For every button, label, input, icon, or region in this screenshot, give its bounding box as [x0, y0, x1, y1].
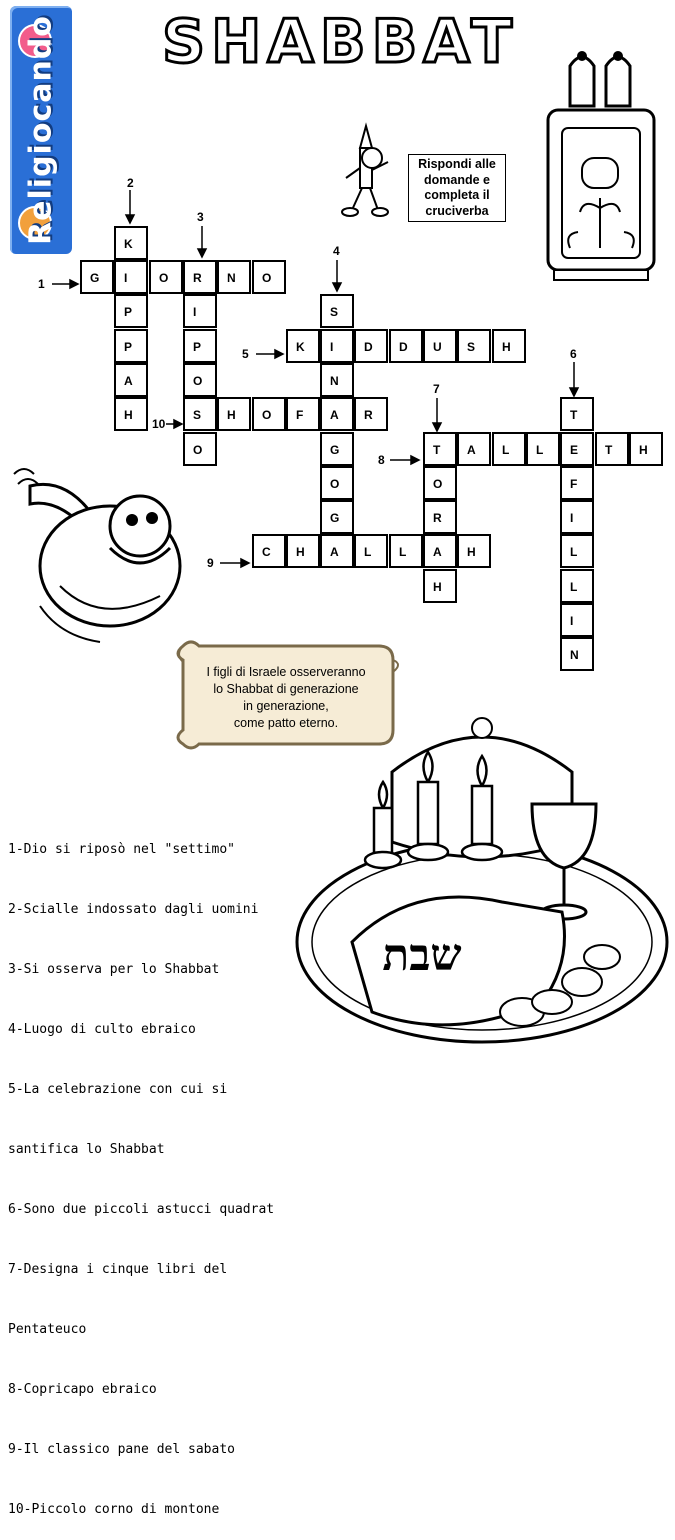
crossword-letter: H [124, 408, 133, 422]
crossword-letter: P [193, 340, 202, 354]
crossword-letter: N [570, 648, 579, 662]
crossword-letter: A [330, 545, 339, 559]
crossword-letter: H [467, 545, 476, 559]
crossword-letter: S [467, 340, 476, 354]
crossword-letter: H [433, 580, 442, 594]
crossword-cell[interactable] [252, 534, 286, 568]
crossword-letter: G [330, 511, 340, 525]
crossword-letter: R [433, 511, 442, 525]
crossword-letter: R [193, 271, 202, 285]
crossword-letter: I [570, 614, 574, 628]
crossword-letter: I [570, 511, 574, 525]
crossword-letter: L [502, 443, 510, 457]
crossword-letter: I [124, 271, 128, 285]
crossword-letter: L [570, 580, 578, 594]
crossword-cell[interactable] [114, 294, 148, 328]
page-title: SHABBAT [161, 7, 519, 77]
crossword-letter: D [364, 340, 373, 354]
crossword-cell[interactable] [320, 534, 354, 568]
crossword-letter: U [433, 340, 442, 354]
clue-item: 6-Sono due piccoli astucci quadrat [8, 1202, 275, 1217]
quote-line: come patto eterno. [233, 716, 339, 730]
crossword-cell[interactable] [560, 603, 594, 637]
crossword-letter: I [330, 340, 334, 354]
crossword-cell[interactable] [457, 329, 491, 363]
crossword-cell[interactable] [183, 397, 217, 431]
crossword-letter: A [433, 545, 442, 559]
crossword-cell[interactable] [560, 500, 594, 534]
crossword-letter: S [330, 305, 339, 319]
crossword-cell[interactable] [354, 397, 388, 431]
hebrew-shabbat-label: שבת [382, 930, 462, 981]
crossword-letter: F [570, 477, 578, 491]
crossword-cell[interactable] [423, 534, 457, 568]
crossword-letter: T [605, 443, 613, 457]
crossword-cell[interactable] [286, 329, 320, 363]
crossword-cell[interactable] [320, 466, 354, 500]
clue-item: 9-Il classico pane del sabato [8, 1442, 235, 1457]
crossword-letter: L [364, 545, 372, 559]
crossword-cell[interactable] [217, 397, 251, 431]
crossword-letter: L [399, 545, 407, 559]
crossword-cell[interactable] [183, 329, 217, 363]
crossword-letter: C [262, 545, 271, 559]
crossword-cell[interactable] [560, 569, 594, 603]
crossword-cell[interactable] [389, 534, 423, 568]
instructions-box: Rispondi alle domande e completa il cruciverba [408, 154, 506, 222]
crossword-letter: G [90, 271, 100, 285]
clue-item: 10-Piccolo corno di montone [8, 1502, 220, 1517]
crossword-letter: O [193, 374, 203, 388]
crossword-letter: H [502, 340, 511, 354]
crossword-cell[interactable] [560, 534, 594, 568]
crossword-cell[interactable] [286, 397, 320, 431]
clue-item: 3-Si osserva per lo Shabbat [8, 962, 220, 977]
crossword-letter: T [433, 443, 441, 457]
crossword-letter: O [433, 477, 443, 491]
clue-number-2: 2 [127, 176, 134, 190]
crossword-letter: T [570, 408, 578, 422]
crossword-cell[interactable] [320, 329, 354, 363]
crossword-cell[interactable] [595, 432, 629, 466]
crossword-cell[interactable] [457, 432, 491, 466]
crossword-cell[interactable] [320, 432, 354, 466]
crossword-cell[interactable] [389, 329, 423, 363]
crossword-cell[interactable] [526, 432, 560, 466]
crossword-cell[interactable] [320, 500, 354, 534]
crossword-cell[interactable] [423, 569, 457, 603]
clue-item: 5-La celebrazione con cui si [8, 1082, 228, 1097]
shabbat-table-illustration-icon [282, 712, 672, 1072]
clue-number-6: 6 [570, 347, 577, 361]
crossword-letter: A [124, 374, 133, 388]
crossword-cell[interactable] [423, 466, 457, 500]
crossword-cell[interactable] [560, 397, 594, 431]
clue-number-9: 9 [207, 556, 214, 570]
crossword-letter: K [296, 340, 305, 354]
crossword-cell[interactable] [183, 260, 217, 294]
crossword-cell[interactable] [114, 226, 148, 260]
clue-number-3: 3 [197, 210, 204, 224]
crossword-cell[interactable] [560, 637, 594, 671]
clue-number-5: 5 [242, 347, 249, 361]
clue-number-4: 4 [333, 244, 340, 258]
crossword-letter: L [536, 443, 544, 457]
crossword-letter: O [262, 271, 272, 285]
crossword-cell[interactable] [252, 260, 286, 294]
clue-item: 7-Designa i cinque libri del [8, 1262, 228, 1277]
clue-number-10: 10 [152, 417, 166, 431]
crossword-letter: K [124, 237, 133, 251]
crossword-letter: P [124, 305, 133, 319]
crossword-letter: R [364, 408, 373, 422]
crossword-letter: S [193, 408, 202, 422]
clue-item: Pentateuco [8, 1322, 87, 1337]
quote-line: lo Shabbat di generazione [213, 682, 359, 696]
quote-line: in generazione, [243, 699, 329, 713]
clue-item: santifica lo Shabbat [8, 1142, 165, 1157]
clue-item: 4-Luogo di culto ebraico [8, 1022, 196, 1037]
brand-name: Religiocando [23, 15, 59, 245]
clue-number-1: 1 [38, 277, 45, 291]
crossword-cell[interactable] [286, 534, 320, 568]
crossword-cell[interactable] [423, 329, 457, 363]
crossword-letter: O [330, 477, 340, 491]
crossword-cell[interactable] [114, 363, 148, 397]
crossword-cell[interactable] [114, 397, 148, 431]
crossword-cell[interactable] [457, 534, 491, 568]
crossword-letter: F [296, 408, 304, 422]
clue-number-7: 7 [433, 382, 440, 396]
crossword-cell[interactable] [80, 260, 114, 294]
crossword-cell[interactable] [114, 260, 148, 294]
crossword-cell[interactable] [354, 329, 388, 363]
crossword-cell[interactable] [217, 260, 251, 294]
crossword-cell[interactable] [183, 432, 217, 466]
crossword-cell[interactable] [320, 363, 354, 397]
clue-item: 8-Copricapo ebraico [8, 1382, 157, 1397]
crossword-cell[interactable] [252, 397, 286, 431]
crossword-cell[interactable] [114, 329, 148, 363]
quote-line: I figli di Israele osserveranno [206, 665, 366, 679]
crossword-letter: D [399, 340, 408, 354]
clue-item: 2-Scialle indossato dagli uomini [8, 902, 259, 917]
crossword-letter: G [330, 443, 340, 457]
crossword-letter: A [330, 408, 339, 422]
crossword-letter: E [570, 443, 579, 457]
crossword-cell[interactable] [183, 294, 217, 328]
crossword-letter: L [570, 545, 578, 559]
crossword-cell[interactable] [354, 534, 388, 568]
crossword-cell[interactable] [629, 432, 663, 466]
crossword-cell[interactable] [149, 260, 183, 294]
crossword-letter: P [124, 340, 133, 354]
crossword-letter: A [467, 443, 476, 457]
crossword-cell[interactable] [560, 466, 594, 500]
crossword-letter: H [639, 443, 648, 457]
crossword-cell[interactable] [183, 363, 217, 397]
crossword-cell[interactable] [492, 329, 526, 363]
crossword-letter: O [159, 271, 169, 285]
crossword-cell[interactable] [423, 432, 457, 466]
crossword-letter: O [262, 408, 272, 422]
crossword-letter: O [193, 443, 203, 457]
crossword-letter: H [227, 408, 236, 422]
crossword-letter: I [193, 305, 197, 319]
crossword-letter: N [227, 271, 236, 285]
clues-list [8, 800, 298, 1540]
crossword-letter: N [330, 374, 339, 388]
crossword-letter: H [296, 545, 305, 559]
crossword-cell[interactable] [492, 432, 526, 466]
clue-item: 1-Dio si riposò nel "settimo" [8, 842, 235, 857]
crossword-cell[interactable] [320, 294, 354, 328]
clue-number-8: 8 [378, 453, 385, 467]
crossword-cell[interactable] [560, 432, 594, 466]
crossword-cell[interactable] [320, 397, 354, 431]
crossword-cell[interactable] [423, 500, 457, 534]
